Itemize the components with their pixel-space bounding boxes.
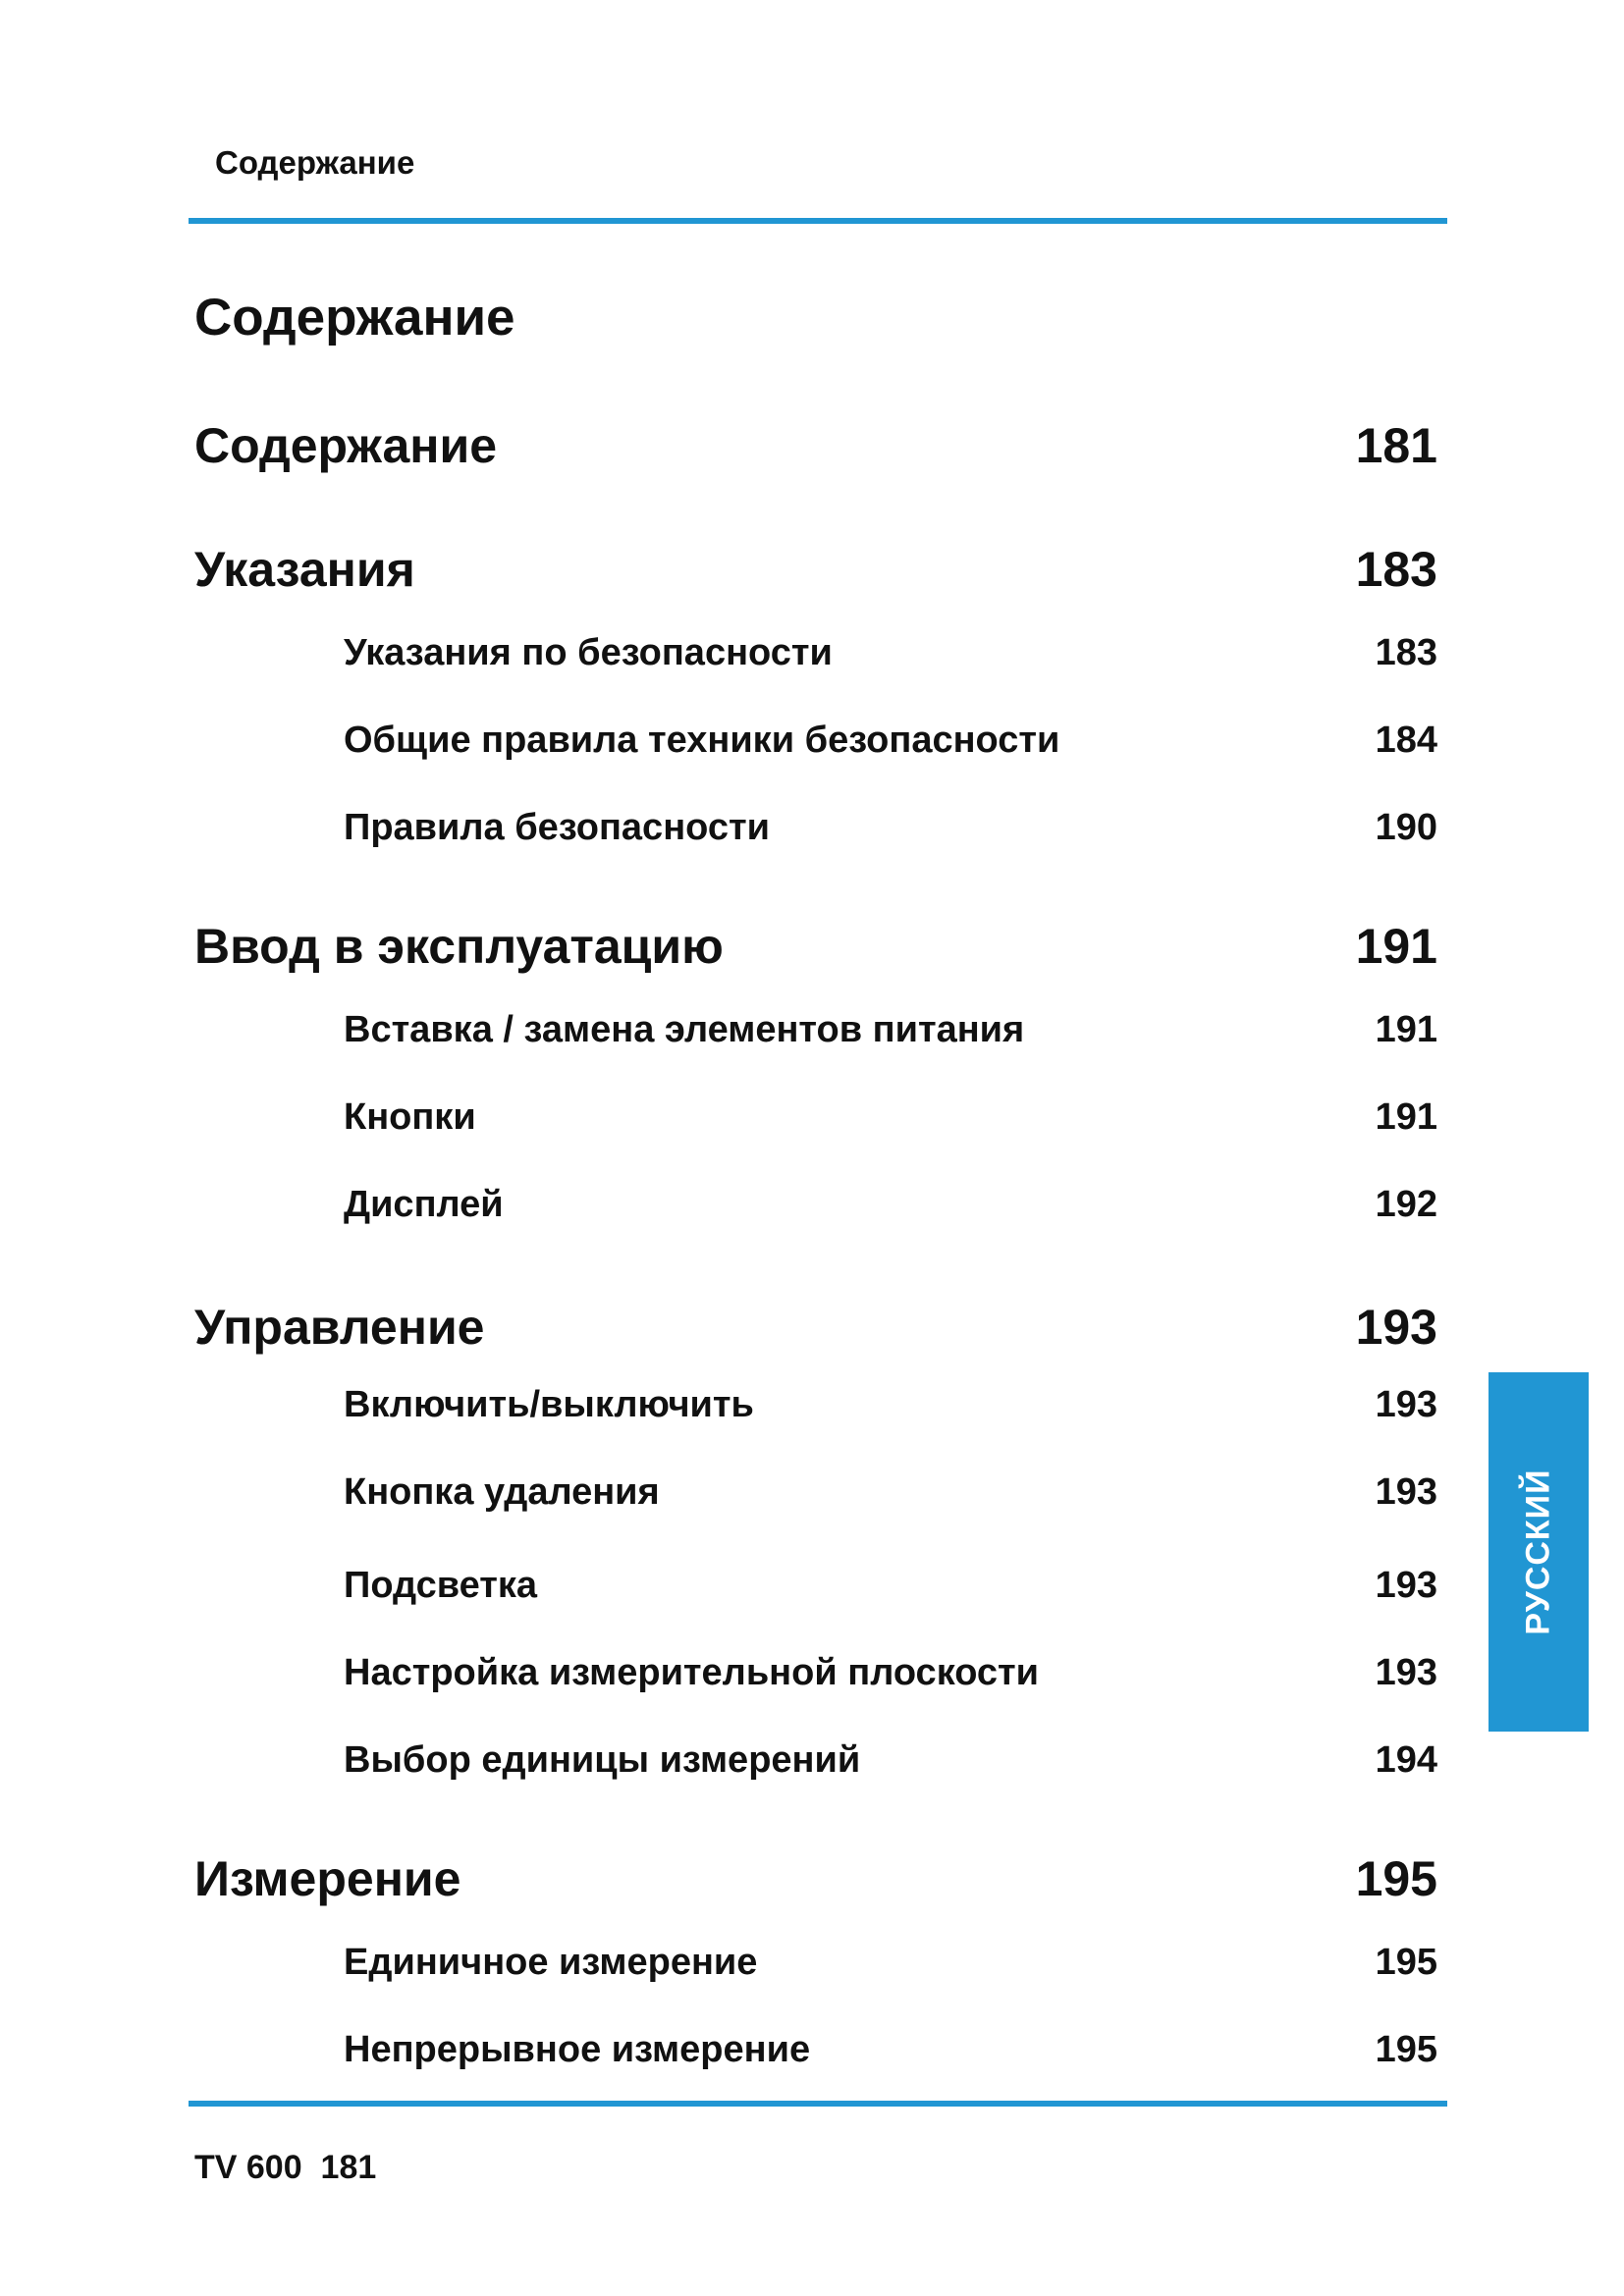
toc-entry-title: Кнопка удаления — [344, 1471, 660, 1513]
toc-entry-title: Кнопки — [344, 1096, 476, 1138]
toc-entry-title: Ввод в эксплуатацию — [194, 919, 724, 974]
toc-entry-page: 193 — [1375, 1384, 1437, 1425]
toc-entry-title: Содержание — [194, 418, 498, 473]
running-header: Содержание — [215, 144, 415, 181]
toc-entry[interactable] — [194, 718, 1437, 763]
toc-entry[interactable] — [194, 1007, 1437, 1052]
toc-entry-page: 191 — [1375, 1009, 1437, 1050]
toc-entry-page: 195 — [1355, 1851, 1437, 1906]
toc-entry-title: Общие правила техники безопасности — [344, 720, 1060, 761]
footer-rule — [189, 2101, 1447, 2107]
toc-entry-title: Выбор единицы измерений — [344, 1739, 861, 1781]
toc-entry[interactable] — [194, 805, 1437, 850]
toc-entry[interactable] — [194, 630, 1437, 675]
language-tab-label: РУССКИЙ — [1519, 1468, 1557, 1635]
toc-entry-title: Непрерывное измерение — [344, 2029, 811, 2070]
toc-entry-page: 193 — [1355, 1300, 1437, 1355]
toc-entry-page: 193 — [1375, 1565, 1437, 1606]
toc-entry-page: 181 — [1355, 418, 1437, 473]
footer-model: TV 600 — [194, 2149, 302, 2186]
toc-entry-page: 190 — [1375, 807, 1437, 848]
toc-entry[interactable] — [194, 1182, 1437, 1227]
toc-entry-title: Вставка / замена элементов питания — [344, 1009, 1025, 1050]
toc-entry[interactable] — [194, 1469, 1437, 1515]
toc-entry[interactable] — [194, 1940, 1437, 1985]
toc-chapter-instructions[interactable] — [194, 540, 1437, 599]
footer-page-number: 181 — [320, 2149, 377, 2186]
toc-entry-page: 193 — [1375, 1471, 1437, 1513]
toc-entry-title: Подсветка — [344, 1565, 538, 1606]
header-rule — [189, 218, 1447, 224]
toc-entry-page: 193 — [1375, 1652, 1437, 1693]
toc-entry[interactable] — [194, 1737, 1437, 1783]
toc-entry-title: Единичное измерение — [344, 1942, 758, 1983]
toc-entry-page: 194 — [1375, 1739, 1437, 1781]
page-title: Содержание — [194, 289, 515, 347]
toc-entry-title: Указания — [194, 542, 415, 597]
toc-entry[interactable] — [194, 2027, 1437, 2072]
toc-entry-page: 192 — [1375, 1184, 1437, 1225]
language-tab — [1489, 1372, 1589, 1732]
toc-chapter-measurement[interactable] — [194, 1849, 1437, 1908]
toc-chapter-commissioning[interactable] — [194, 917, 1437, 976]
toc-entry-page: 195 — [1375, 2029, 1437, 2070]
toc-entry[interactable] — [194, 1563, 1437, 1608]
toc-entry-title: Настройка измерительной плоскости — [344, 1652, 1040, 1693]
page-footer — [194, 2148, 376, 2187]
toc-entry-page: 184 — [1375, 720, 1437, 761]
toc-entry[interactable] — [194, 1382, 1437, 1427]
toc-entry-title: Управление — [194, 1300, 485, 1355]
toc-entry-title: Указания по безопасности — [344, 632, 833, 673]
toc-entry-page: 183 — [1355, 542, 1437, 597]
toc-chapter-contents[interactable] — [194, 416, 1437, 475]
toc-entry-title: Правила безопасности — [344, 807, 770, 848]
toc-entry-title: Дисплей — [344, 1184, 504, 1225]
toc-entry-page: 191 — [1375, 1096, 1437, 1138]
toc-entry-page: 191 — [1355, 919, 1437, 974]
toc-chapter-operation[interactable] — [194, 1298, 1437, 1357]
toc-entry-page: 183 — [1375, 632, 1437, 673]
toc-entry-title: Включить/выключить — [344, 1384, 754, 1425]
toc-entry-page: 195 — [1375, 1942, 1437, 1983]
toc-entry[interactable] — [194, 1650, 1437, 1695]
toc-entry[interactable] — [194, 1095, 1437, 1140]
toc-entry-title: Измерение — [194, 1851, 461, 1906]
